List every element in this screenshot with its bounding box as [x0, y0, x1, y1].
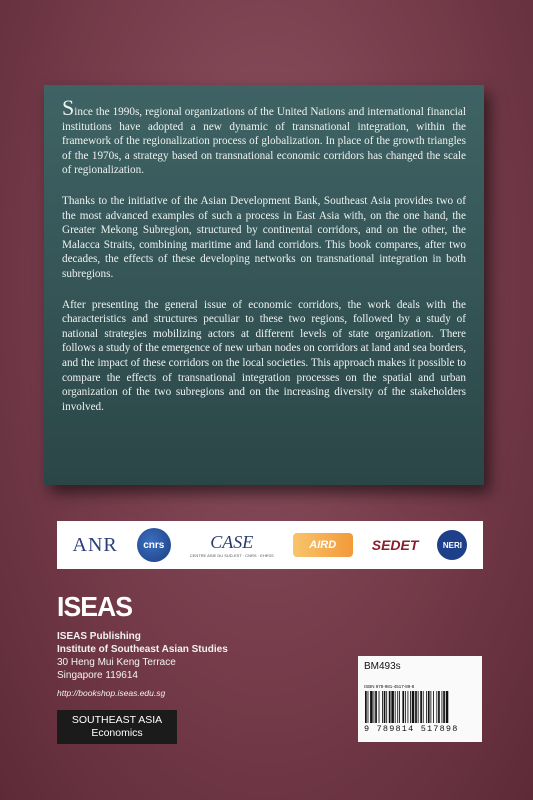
publisher-address-line-1: 30 Heng Mui Keng Terrace	[57, 657, 176, 668]
aird-logo: AIRD	[293, 533, 353, 557]
publisher-url: http://bookshop.iseas.edu.sg	[57, 688, 166, 698]
category-region: SOUTHEAST ASIA	[71, 714, 163, 726]
partner-logos-strip	[57, 521, 483, 569]
cnrs-logo: cnrs	[137, 528, 171, 562]
barcode-bars	[364, 691, 476, 723]
barcode-digits: 9 789814 517898	[364, 724, 459, 734]
publisher-institute: Institute of Southeast Asian Studies	[57, 644, 228, 655]
blurb-paragraph-2: Thanks to the initiative of the Asian Development Bank, Southeast Asia provides two of the most advanced examples of such a process in East Asia with, on the one hand, the Greater Mekong Subregion, structured by continental corridors, and on the other, the Malacca Straits, combining maritime and land corridors. This book compares, after two decades, the effects of these developing networks on transnational integration in both subregions.	[62, 194, 466, 280]
blurb-paragraph-1	[62, 95, 466, 178]
blurb-paragraph-1-text: ince the 1990s, regional organizations of the United Nations and international financial institutions have adopted a new dynamic of transnational integration, within the framework of the regionalization process of globalization. In place of the growth triangles of the 1970s, a strategy based on transnational economic corridors has changed the scale of regionalization.	[62, 106, 466, 177]
barcode-box	[358, 656, 482, 742]
subject-category-box	[57, 710, 177, 744]
case-logo	[190, 532, 274, 558]
publisher-info	[57, 630, 228, 698]
back-cover-blurb	[44, 85, 484, 485]
sedet-logo: SEDET	[371, 537, 419, 553]
iseas-logo: ISEAS	[57, 591, 133, 622]
isbn-text: ISBN 978-981-4517-89-8	[364, 684, 415, 689]
category-subject: Economics	[91, 727, 143, 739]
case-logo-text: CASE	[210, 532, 254, 552]
drop-cap: S	[62, 95, 75, 120]
catalog-code: BM493s	[364, 661, 401, 672]
neri-logo: NERI	[437, 530, 467, 560]
publisher-name: ISEAS Publishing	[57, 631, 141, 642]
anr-logo: ANR	[72, 533, 118, 556]
publisher-address-line-2: Singapore 119614	[57, 670, 138, 681]
case-logo-subtext: CENTRE ASIE DU SUD-EST · CNRS · EHESS	[189, 553, 274, 558]
blurb-paragraph-3: After presenting the general issue of economic corridors, the work deals with the characteristics and structures peculiar to these two regions, followed by a study of national strategies mobilizing actors at different levels of state organization. There follows a study of the emergence of new urban nodes on corridors at land and sea borders, and the impact of these corridors on the local societies. This approach makes it possible to compare the effects of transnational integration processes on the spatial and urban organization of the two subregions and on the increasing diversity of the stakeholders involved.	[62, 298, 466, 413]
